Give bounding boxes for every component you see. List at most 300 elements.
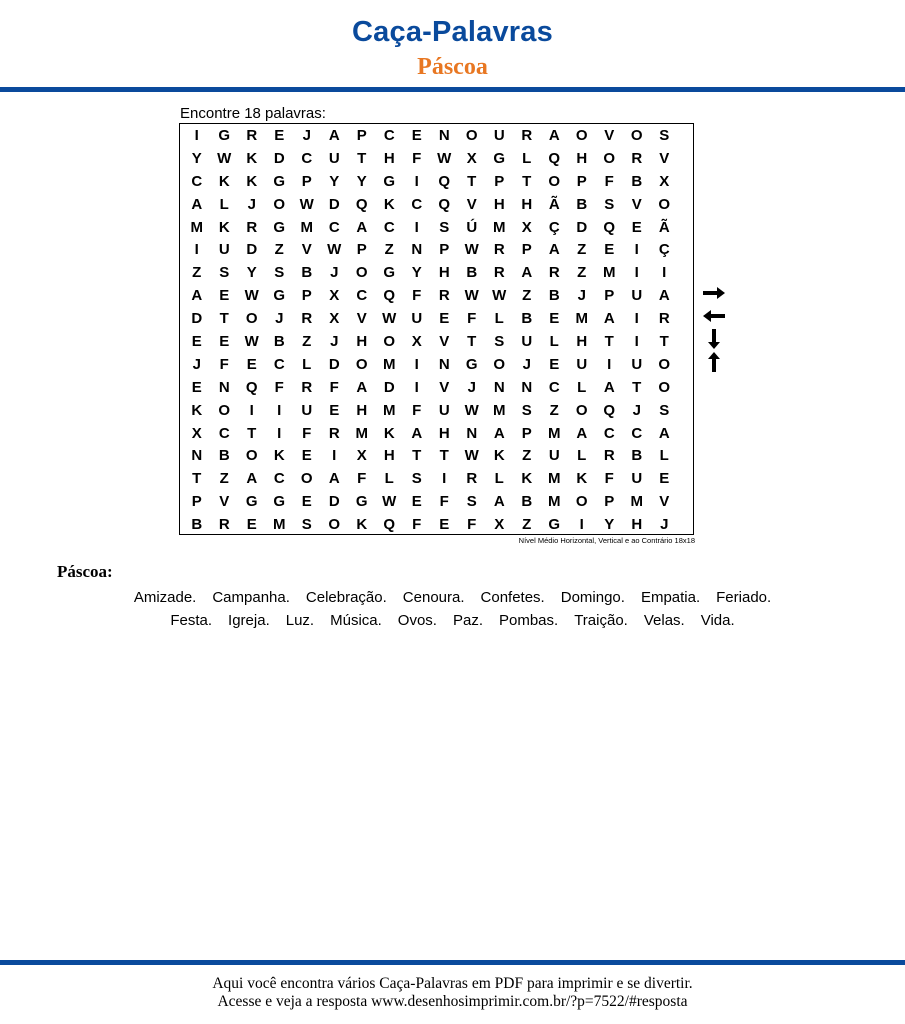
grid-letter: K <box>521 470 533 488</box>
grid-letter: N <box>411 241 423 259</box>
grid-letter: W <box>327 241 342 259</box>
grid-letter: R <box>493 264 505 282</box>
grid-letter: G <box>273 218 286 236</box>
grid-letter: X <box>411 332 422 350</box>
grid-letter: K <box>246 172 258 190</box>
grid-letter: I <box>634 264 639 282</box>
grid-letter: T <box>467 332 477 350</box>
grid-letter: O <box>575 126 588 144</box>
grid-letter: E <box>439 310 450 328</box>
grid-letter: G <box>548 516 561 534</box>
grid-letter: H <box>383 149 395 167</box>
grid-letter: L <box>494 310 504 328</box>
grid-letter: D <box>576 218 588 236</box>
grid-letter: A <box>246 470 258 488</box>
grid-letter: I <box>414 172 419 190</box>
grid-letter: E <box>549 355 560 373</box>
grid-letter: X <box>356 447 367 465</box>
grid-letter: A <box>191 195 203 213</box>
grid-letter: C <box>411 195 423 213</box>
grid-letter: K <box>218 172 230 190</box>
grid-letter: D <box>191 310 203 328</box>
grid-letter: R <box>631 149 643 167</box>
grid-letter: M <box>548 424 561 442</box>
grid-letter: A <box>658 287 670 305</box>
grid-letter: D <box>383 378 395 396</box>
grid-letter: E <box>329 401 340 419</box>
grid-letter: B <box>466 264 478 282</box>
grid-letter: A <box>411 424 423 442</box>
grid-letter: J <box>467 378 476 396</box>
grid-letter: R <box>521 126 533 144</box>
grid-letter: X <box>191 424 202 442</box>
grid-letter: P <box>439 241 450 259</box>
grid-letter: B <box>631 172 643 190</box>
grid-letter: I <box>634 310 639 328</box>
grid-letter: O <box>575 401 588 419</box>
grid-letter: X <box>659 172 670 190</box>
grid-letter: O <box>548 172 561 190</box>
letter-grid <box>180 124 678 536</box>
grid-letter: I <box>607 355 612 373</box>
page-subtitle: Páscoa <box>417 54 488 80</box>
grid-letter: H <box>521 195 533 213</box>
grid-letter: F <box>412 149 422 167</box>
grid-letter: A <box>548 241 560 259</box>
grid-letter: R <box>246 218 258 236</box>
grid-letter: F <box>412 516 422 534</box>
word-list-item: Música. <box>330 612 382 629</box>
word-list-item: Empatia. <box>640 589 701 606</box>
grid-letter: U <box>631 355 643 373</box>
grid-letter: Q <box>438 195 451 213</box>
grid-letter: P <box>356 241 367 259</box>
grid-letter: H <box>576 332 588 350</box>
grid-letter: I <box>194 126 199 144</box>
word-list-item: Paz. <box>452 612 483 629</box>
grid-letter: T <box>604 332 614 350</box>
grid-letter: G <box>273 287 286 305</box>
grid-letter: S <box>274 264 285 282</box>
grid-letter: L <box>659 447 669 465</box>
grid-letter: Q <box>383 287 396 305</box>
grid-letter: V <box>356 310 367 328</box>
grid-letter: U <box>521 332 533 350</box>
grid-letter: F <box>357 470 367 488</box>
grid-letter: E <box>301 447 312 465</box>
grid-letter: B <box>218 447 230 465</box>
grid-letter: M <box>603 264 616 282</box>
grid-letter: Ã <box>658 218 670 236</box>
grid-letter: G <box>245 493 258 511</box>
puzzle-footnote: Nível Médio Horizontal, Vertical e ao Contrário 18x18 <box>518 536 695 545</box>
arrow-right-icon <box>700 281 728 304</box>
grid-letter: M <box>300 218 313 236</box>
grid-letter: N <box>466 424 478 442</box>
grid-letter: I <box>277 424 282 442</box>
grid-letter: K <box>493 447 505 465</box>
grid-letter: G <box>355 493 368 511</box>
grid-letter: B <box>191 516 203 534</box>
grid-letter: O <box>465 126 478 144</box>
grid-letter: I <box>249 401 254 419</box>
grid-letter: S <box>604 195 615 213</box>
grid-letter: F <box>604 470 614 488</box>
grid-letter: E <box>439 516 450 534</box>
grid-letter: Y <box>329 172 340 190</box>
grid-letter: N <box>438 355 450 373</box>
grid-letter: J <box>660 516 669 534</box>
grid-letter: J <box>577 287 586 305</box>
grid-letter: N <box>493 378 505 396</box>
grid-letter: H <box>631 516 643 534</box>
grid-letter: E <box>191 378 202 396</box>
grid-letter: O <box>218 401 231 419</box>
grid-letter: X <box>494 516 505 534</box>
grid-letter: C <box>301 149 313 167</box>
grid-letter: B <box>301 264 313 282</box>
grid-letter: Z <box>577 264 587 282</box>
grid-letter: C <box>356 287 368 305</box>
grid-letter: P <box>521 424 532 442</box>
grid-letter: R <box>438 287 450 305</box>
grid-letter: Q <box>603 218 616 236</box>
footer-text-line-2: Acesse e veja a resposta www.desenhosimprimir.com.br/?p=7522/#resposta <box>217 993 688 1010</box>
grid-letter: Y <box>246 264 257 282</box>
grid-letter: E <box>219 332 230 350</box>
grid-letter: Q <box>355 195 368 213</box>
grid-letter: L <box>384 470 394 488</box>
grid-letter: V <box>466 195 477 213</box>
word-list-item: Ovos. <box>397 612 437 629</box>
grid-letter: L <box>549 332 559 350</box>
grid-letter: H <box>383 447 395 465</box>
grid-letter: H <box>576 149 588 167</box>
grid-letter: Z <box>219 470 229 488</box>
grid-letter: U <box>631 470 643 488</box>
grid-letter: O <box>328 516 341 534</box>
grid-letter: I <box>414 218 419 236</box>
grid-letter: R <box>218 516 230 534</box>
grid-letter: Ç <box>658 241 670 259</box>
grid-letter: K <box>576 470 588 488</box>
grid-letter: M <box>493 218 506 236</box>
grid-letter: J <box>632 401 641 419</box>
grid-letter: L <box>577 447 587 465</box>
grid-letter: M <box>575 310 588 328</box>
grid-letter: T <box>357 149 367 167</box>
grid-letter: Q <box>438 172 451 190</box>
grid-letter: J <box>302 126 311 144</box>
grid-letter: Z <box>522 287 532 305</box>
word-list-line-1 <box>0 589 905 606</box>
grid-letter: A <box>356 218 368 236</box>
grid-letter: O <box>245 310 258 328</box>
grid-letter: O <box>355 355 368 373</box>
grid-letter: M <box>548 493 561 511</box>
grid-letter: E <box>274 126 285 144</box>
grid-letter: E <box>246 516 257 534</box>
grid-letter: P <box>494 172 505 190</box>
grid-letter: N <box>191 447 203 465</box>
grid-letter: U <box>438 401 450 419</box>
grid-letter: R <box>301 378 313 396</box>
grid-letter: W <box>464 241 479 259</box>
grid-letter: B <box>576 195 588 213</box>
word-list-item: Velas. <box>643 612 685 629</box>
word-list-item: Campanha. <box>212 589 290 606</box>
grid-letter: K <box>383 195 395 213</box>
grid-letter: A <box>603 310 615 328</box>
grid-letter: U <box>218 241 230 259</box>
grid-letter: Z <box>549 401 559 419</box>
grid-letter: I <box>662 264 667 282</box>
grid-letter: V <box>219 493 230 511</box>
word-list-item: Domingo. <box>560 589 625 606</box>
grid-letter: A <box>493 493 505 511</box>
grid-letter: P <box>301 287 312 305</box>
grid-letter: K <box>383 424 395 442</box>
grid-letter: U <box>631 287 643 305</box>
grid-letter: Z <box>192 264 202 282</box>
grid-letter: I <box>634 241 639 259</box>
grid-letter: I <box>414 355 419 373</box>
grid-letter: I <box>634 332 639 350</box>
word-list-item: Amizade. <box>133 589 197 606</box>
grid-letter: Z <box>302 332 312 350</box>
grid-letter: O <box>630 126 643 144</box>
grid-letter: C <box>191 172 203 190</box>
grid-letter: D <box>246 241 258 259</box>
word-list-item: Vida. <box>700 612 735 629</box>
grid-letter: A <box>328 126 340 144</box>
grid-letter: O <box>383 332 396 350</box>
grid-letter: S <box>439 218 450 236</box>
grid-letter: M <box>383 355 396 373</box>
grid-letter: T <box>412 447 422 465</box>
grid-letter: W <box>464 401 479 419</box>
grid-letter: G <box>493 149 506 167</box>
grid-letter: E <box>411 493 422 511</box>
grid-letter: W <box>492 287 507 305</box>
grid-letter: A <box>658 424 670 442</box>
grid-letter: S <box>301 516 312 534</box>
word-list-item: Festa. <box>170 612 213 629</box>
grid-letter: O <box>658 355 671 373</box>
grid-letter: M <box>493 401 506 419</box>
grid-letter: T <box>522 172 532 190</box>
grid-letter: F <box>274 378 284 396</box>
grid-letter: J <box>192 355 201 373</box>
word-list-item: Confetes. <box>480 589 545 606</box>
grid-letter: S <box>411 470 422 488</box>
grid-letter: A <box>521 264 533 282</box>
grid-letter: B <box>548 287 560 305</box>
grid-letter: Ã <box>548 195 560 213</box>
grid-letter: W <box>244 332 259 350</box>
grid-letter: T <box>439 447 449 465</box>
word-list-item: Traição. <box>574 612 628 629</box>
grid-letter: V <box>604 126 615 144</box>
grid-letter: J <box>522 355 531 373</box>
grid-letter: Ú <box>466 218 478 236</box>
grid-letter: W <box>299 195 314 213</box>
grid-letter: U <box>328 149 340 167</box>
grid-letter: D <box>328 195 340 213</box>
grid-letter: T <box>659 332 669 350</box>
grid-letter: H <box>356 332 368 350</box>
grid-letter: D <box>328 493 340 511</box>
grid-letter: I <box>332 447 337 465</box>
grid-letter: T <box>632 378 642 396</box>
word-list-item: Feriado. <box>716 589 772 606</box>
grid-letter: C <box>218 424 230 442</box>
grid-letter: C <box>383 126 395 144</box>
grid-letter: G <box>383 264 396 282</box>
grid-letter: I <box>194 241 199 259</box>
grid-letter: D <box>328 355 340 373</box>
grid-letter: R <box>466 470 478 488</box>
grid-letter: V <box>659 493 670 511</box>
grid-letter: E <box>191 332 202 350</box>
grid-letter: E <box>604 241 615 259</box>
word-list-item: Cenoura. <box>402 589 465 606</box>
grid-letter: R <box>328 424 340 442</box>
grid-letter: F <box>604 172 614 190</box>
grid-letter: U <box>548 447 560 465</box>
word-list-item: Luz. <box>285 612 315 629</box>
grid-letter: F <box>219 355 229 373</box>
grid-letter: N <box>521 378 533 396</box>
grid-letter: X <box>521 218 532 236</box>
grid-letter: S <box>659 126 670 144</box>
grid-letter: Ç <box>548 218 560 236</box>
puzzle-instructions: Encontre 18 palavras: <box>180 105 326 122</box>
grid-letter: C <box>631 424 643 442</box>
grid-letter: A <box>603 378 615 396</box>
grid-letter: T <box>192 470 202 488</box>
grid-letter: O <box>575 493 588 511</box>
grid-letter: T <box>219 310 229 328</box>
grid-letter: F <box>467 516 477 534</box>
grid-letter: P <box>301 172 312 190</box>
grid-letter: O <box>493 355 506 373</box>
grid-letter: L <box>577 378 587 396</box>
grid-letter: Q <box>245 378 258 396</box>
grid-letter: H <box>438 424 450 442</box>
word-list-item: Pombas. <box>499 612 559 629</box>
grid-letter: U <box>493 126 505 144</box>
grid-letter: J <box>247 195 256 213</box>
grid-letter: E <box>659 470 670 488</box>
grid-letter: I <box>414 378 419 396</box>
grid-letter: Z <box>384 241 394 259</box>
grid-letter: K <box>273 447 285 465</box>
grid-letter: S <box>494 332 505 350</box>
grid-letter: Z <box>522 447 532 465</box>
grid-letter: Y <box>411 264 422 282</box>
grid-letter: P <box>576 172 587 190</box>
grid-letter: K <box>191 401 203 419</box>
grid-letter: M <box>383 401 396 419</box>
grid-letter: L <box>302 355 312 373</box>
grid-letter: I <box>442 470 447 488</box>
grid-letter: C <box>548 378 560 396</box>
grid-letter: B <box>273 332 285 350</box>
grid-letter: R <box>301 310 313 328</box>
grid-letter: M <box>273 516 286 534</box>
grid-letter: A <box>548 126 560 144</box>
grid-letter: B <box>521 310 533 328</box>
grid-letter: A <box>356 378 368 396</box>
grid-letter: W <box>382 493 397 511</box>
grid-letter: L <box>522 149 532 167</box>
grid-letter: A <box>191 287 203 305</box>
grid-letter: E <box>631 218 642 236</box>
grid-letter: K <box>218 218 230 236</box>
grid-letter: F <box>467 310 477 328</box>
grid-letter: Z <box>577 241 587 259</box>
grid-letter: A <box>328 470 340 488</box>
grid-letter: Y <box>356 172 367 190</box>
grid-letter: U <box>576 355 588 373</box>
grid-letter: O <box>355 264 368 282</box>
grid-letter: E <box>549 310 560 328</box>
grid-letter: F <box>329 378 339 396</box>
grid-letter: R <box>658 310 670 328</box>
word-list-label: Páscoa: <box>57 562 113 581</box>
grid-letter: W <box>464 447 479 465</box>
grid-letter: P <box>191 493 202 511</box>
grid-letter: M <box>548 470 561 488</box>
word-list-item: Igreja. <box>228 612 270 629</box>
grid-letter: G <box>465 355 478 373</box>
grid-letter: O <box>273 195 286 213</box>
grid-letter: X <box>329 310 340 328</box>
grid-letter: I <box>277 401 282 419</box>
grid-letter: T <box>467 172 477 190</box>
grid-letter: L <box>494 470 504 488</box>
grid-letter: O <box>603 149 616 167</box>
grid-letter: J <box>330 332 339 350</box>
grid-letter: U <box>301 401 313 419</box>
grid-letter: Y <box>191 149 202 167</box>
grid-letter: Y <box>604 516 615 534</box>
grid-letter: X <box>466 149 477 167</box>
grid-letter: F <box>302 424 312 442</box>
grid-letter: O <box>658 195 671 213</box>
grid-letter: G <box>273 172 286 190</box>
grid-letter: W <box>244 287 259 305</box>
grid-letter: O <box>300 470 313 488</box>
grid-letter: D <box>273 149 285 167</box>
grid-letter: P <box>604 287 615 305</box>
grid-letter: Q <box>548 149 561 167</box>
grid-letter: H <box>493 195 505 213</box>
grid-letter: G <box>273 493 286 511</box>
grid-letter: M <box>630 493 643 511</box>
header-divider <box>0 87 905 92</box>
grid-letter: K <box>356 516 368 534</box>
grid-letter: C <box>328 218 340 236</box>
grid-letter: O <box>658 378 671 396</box>
grid-letter: J <box>275 310 284 328</box>
grid-letter: P <box>521 241 532 259</box>
grid-letter: F <box>412 287 422 305</box>
grid-letter: I <box>579 516 584 534</box>
grid-letter: U <box>411 310 423 328</box>
grid-letter: N <box>438 126 450 144</box>
